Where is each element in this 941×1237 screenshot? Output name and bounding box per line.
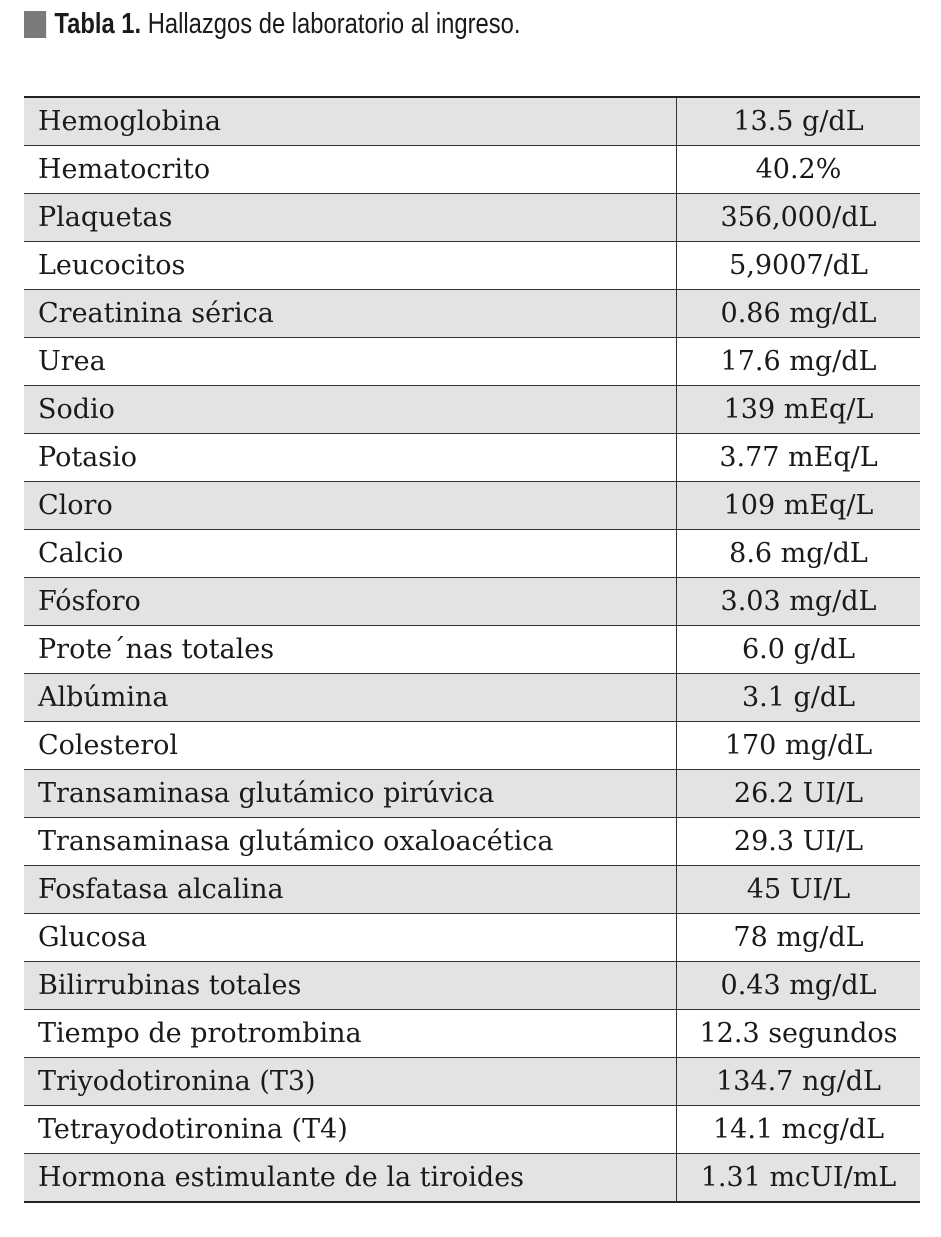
caption-text: Hallazgos de laboratorio al ingreso.	[147, 8, 521, 40]
lab-value: 29.3 UI/L	[677, 818, 921, 866]
lab-value: 139 mEq/L	[677, 386, 921, 434]
lab-name: Glucosa	[24, 914, 677, 962]
lab-value: 8.6 mg/dL	[677, 530, 921, 578]
table-row	[24, 770, 920, 818]
lab-value: 0.86 mg/dL	[677, 290, 921, 338]
lab-name: Prote´nas totales	[24, 626, 677, 674]
lab-value: 6.0 g/dL	[677, 626, 921, 674]
lab-value: 40.2%	[677, 146, 921, 194]
lab-value: 0.43 mg/dL	[677, 962, 921, 1010]
lab-value: 78 mg/dL	[677, 914, 921, 962]
table-row	[24, 914, 920, 962]
table-row	[24, 146, 920, 194]
lab-value: 134.7 ng/dL	[677, 1058, 921, 1106]
lab-name: Calcio	[24, 530, 677, 578]
caption-square-icon	[24, 11, 46, 38]
lab-name: Fósforo	[24, 578, 677, 626]
table-row	[24, 818, 920, 866]
table-row	[24, 1154, 920, 1203]
table-row	[24, 434, 920, 482]
lab-value: 26.2 UI/L	[677, 770, 921, 818]
table-row	[24, 97, 920, 146]
lab-name: Leucocitos	[24, 242, 677, 290]
lab-value: 5,9007/dL	[677, 242, 921, 290]
lab-name: Tiempo de protrombina	[24, 1010, 677, 1058]
lab-name: Creatinina sérica	[24, 290, 677, 338]
table-row	[24, 290, 920, 338]
lab-value: 3.1 g/dL	[677, 674, 921, 722]
table-row	[24, 578, 920, 626]
lab-value: 45 UI/L	[677, 866, 921, 914]
lab-name: Transaminasa glutámico pirúvica	[24, 770, 677, 818]
lab-name: Albúmina	[24, 674, 677, 722]
lab-name: Cloro	[24, 482, 677, 530]
caption-label: Tabla 1.	[54, 8, 142, 40]
table-row	[24, 722, 920, 770]
table-row	[24, 530, 920, 578]
lab-value: 14.1 mcg/dL	[677, 1106, 921, 1154]
lab-name: Sodio	[24, 386, 677, 434]
table-row	[24, 194, 920, 242]
lab-value: 17.6 mg/dL	[677, 338, 921, 386]
table-row	[24, 674, 920, 722]
lab-name: Tetrayodotironina (T4)	[24, 1106, 677, 1154]
lab-name: Plaquetas	[24, 194, 677, 242]
lab-name: Potasio	[24, 434, 677, 482]
table-row	[24, 1058, 920, 1106]
lab-name: Hormona estimulante de la tiroides	[24, 1154, 677, 1203]
lab-value: 356,000/dL	[677, 194, 921, 242]
lab-name: Transaminasa glutámico oxaloacética	[24, 818, 677, 866]
table-row	[24, 482, 920, 530]
table-row	[24, 626, 920, 674]
lab-name: Bilirrubinas totales	[24, 962, 677, 1010]
lab-name: Hemoglobina	[24, 97, 677, 146]
lab-value: 109 mEq/L	[677, 482, 921, 530]
table-row	[24, 242, 920, 290]
lab-value: 3.03 mg/dL	[677, 578, 921, 626]
lab-name: Colesterol	[24, 722, 677, 770]
lab-name: Fosfatasa alcalina	[24, 866, 677, 914]
table-row	[24, 962, 920, 1010]
lab-value: 13.5 g/dL	[677, 97, 921, 146]
lab-name: Triyodotironina (T3)	[24, 1058, 677, 1106]
table-row	[24, 866, 920, 914]
table-row	[24, 386, 920, 434]
table-row	[24, 1106, 920, 1154]
lab-value: 3.77 mEq/L	[677, 434, 921, 482]
table-caption	[24, 8, 520, 41]
lab-value: 170 mg/dL	[677, 722, 921, 770]
lab-name: Urea	[24, 338, 677, 386]
lab-name: Hematocrito	[24, 146, 677, 194]
table-row	[24, 1010, 920, 1058]
lab-value: 12.3 segundos	[677, 1010, 921, 1058]
lab-value: 1.31 mcUI/mL	[677, 1154, 921, 1203]
table-row	[24, 338, 920, 386]
lab-results-table	[24, 96, 920, 1203]
